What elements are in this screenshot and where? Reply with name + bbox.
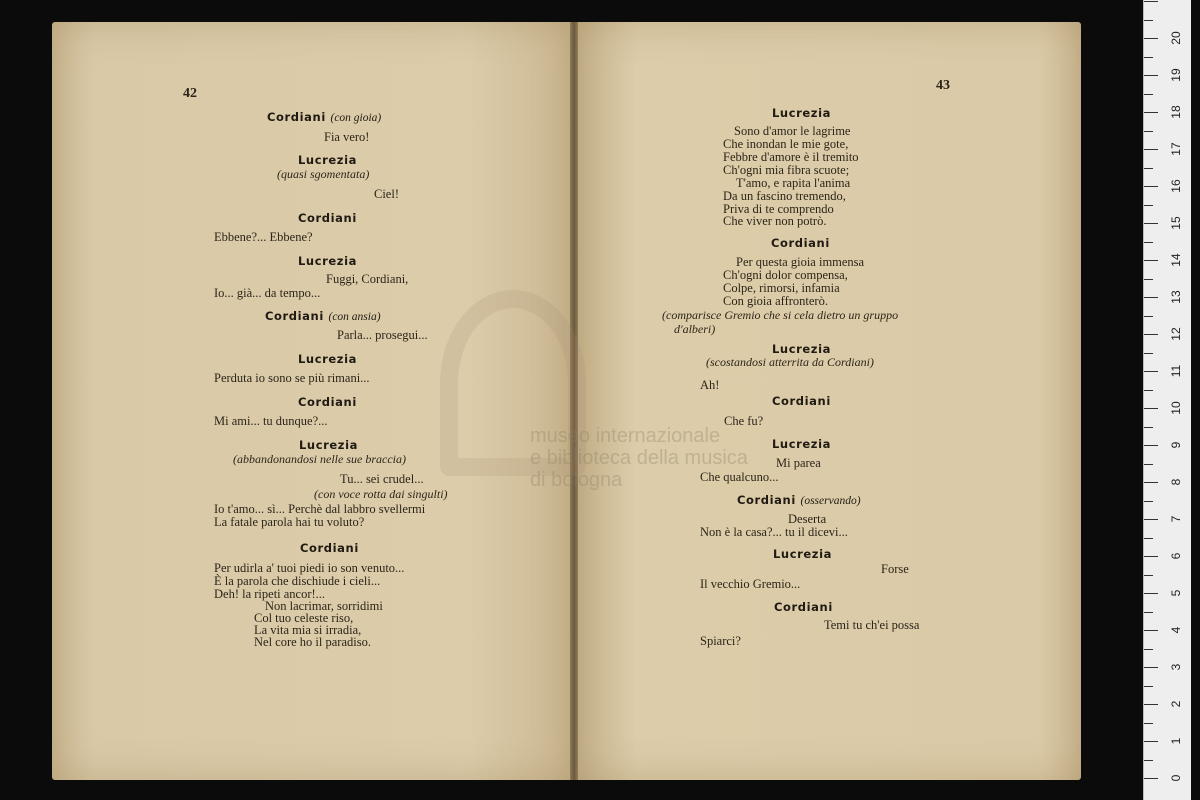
speaker-name: Cordiani (772, 394, 831, 408)
ruler-tick (1144, 760, 1153, 761)
ruler-number: 9 (1169, 441, 1183, 449)
ruler-tick (1144, 723, 1153, 724)
ruler-number: 3 (1169, 663, 1183, 671)
stage-direction: (quasi sgomentata) (277, 167, 370, 181)
verse-line: Col tuo celeste riso, (254, 611, 354, 625)
verse-line: La fatale parola hai tu voluto? (214, 515, 365, 529)
ruler-number: 15 (1169, 216, 1183, 230)
speaker-name: Cordiani (265, 309, 324, 323)
verse-line: È la parola che dischiude i cieli... (214, 574, 381, 588)
ruler-tick (1144, 612, 1153, 613)
verse-line: Il vecchio Gremio... (700, 577, 801, 591)
speaker-name: Cordiani (737, 493, 796, 507)
stage-direction: (scostandosi atterrita da Cordiani) (706, 355, 874, 369)
verse-line: Tu... sei crudel... (340, 472, 424, 486)
stage-direction: (osservando) (800, 495, 861, 507)
verse-line: Io t'amo... sì... Perchè dal labbro svellermi (214, 502, 426, 516)
ruler-tick (1144, 630, 1158, 631)
verse-line: Ch'ogni mia fibra scuote; (723, 163, 850, 177)
ruler-number: 5 (1169, 589, 1183, 597)
speaker-name: Cordiani (774, 600, 833, 614)
speaker-name: Lucrezia (772, 106, 831, 120)
speaker-name: Cordiani (300, 541, 359, 555)
ruler-tick (1144, 686, 1153, 687)
page-number-left: 42 (183, 86, 197, 101)
ruler-tick (1144, 316, 1153, 317)
ruler-tick (1144, 297, 1158, 298)
ruler-tick (1144, 649, 1153, 650)
ruler-tick (1144, 20, 1153, 21)
verse-line: Colpe, rimorsi, infamia (723, 281, 840, 295)
ruler-number: 8 (1169, 478, 1183, 486)
ruler-tick (1144, 741, 1158, 742)
verse-line: Temi tu ch'ei possa (824, 618, 920, 632)
verse-line: Priva di te comprendo (723, 202, 834, 216)
ruler-tick (1144, 186, 1158, 187)
watermark-line: museo internazionale (530, 425, 721, 447)
ruler-number: 1 (1169, 737, 1183, 745)
ruler-tick (1144, 205, 1153, 206)
ruler-number: 13 (1169, 290, 1183, 304)
verse-line: Ciel! (374, 187, 399, 201)
watermark-line: di bologna (530, 469, 623, 491)
verse-line: Fuggi, Cordiani, (326, 272, 409, 286)
speaker-name: Lucrezia (298, 153, 357, 167)
verse-line: Non lacrimar, sorridimi (265, 599, 383, 613)
speaker-heading (267, 110, 381, 124)
stage-direction: d'alberi) (674, 322, 716, 336)
ruler-number: 18 (1169, 105, 1183, 119)
speaker-heading (737, 493, 861, 507)
ruler-tick (1144, 519, 1158, 520)
ruler-tick (1144, 464, 1153, 465)
ruler-tick (1144, 501, 1153, 502)
verse-line: Febbre d'amore è il tremito (723, 150, 859, 164)
verse-line: Da un fascino tremendo, (723, 189, 846, 203)
verse-line: Non è la casa?... tu il dicevi... (700, 525, 848, 539)
ruler-tick (1144, 38, 1158, 39)
verse-line: Con gioia affronterò. (723, 294, 828, 308)
verse-line: Per questa gioia immensa (736, 255, 865, 269)
verse-line: Che qualcuno... (700, 470, 779, 484)
speaker-name: Cordiani (298, 395, 357, 409)
verse-line: Parla... prosegui... (337, 328, 428, 342)
speaker-name: Cordiani (267, 110, 326, 124)
ruler-tick (1144, 353, 1153, 354)
stage-direction: (con ansia) (328, 311, 381, 323)
verse-line: Fia vero! (324, 130, 370, 144)
verse-line: Che inondan le mie gote, (723, 137, 849, 151)
page-number-right: 43 (936, 78, 950, 93)
ruler-tick (1144, 94, 1153, 95)
ruler-tick (1144, 390, 1153, 391)
ruler-tick (1144, 556, 1158, 557)
ruler-number: 19 (1169, 68, 1183, 82)
verse-line: Sono d'amor le lagrime (734, 124, 851, 138)
ruler-tick (1144, 408, 1158, 409)
ruler-tick (1144, 112, 1158, 113)
verse-line: Mi ami... tu dunque?... (214, 414, 328, 428)
ruler-tick (1144, 427, 1153, 428)
verse-line: Deserta (788, 512, 827, 526)
speaker-name: Lucrezia (772, 342, 831, 356)
ruler-number: 11 (1169, 364, 1183, 378)
ruler-tick (1144, 1, 1158, 2)
verse-line: Che viver non potrò. (723, 214, 827, 228)
verse-line: Per udirla a' tuoi piedi io son venuto... (214, 561, 405, 575)
verse-line: Che fu? (724, 414, 764, 428)
stage-direction: (con voce rotta dai singulti) (314, 487, 448, 501)
ruler-number: 16 (1169, 179, 1183, 193)
verse-line: La vita mia si irradia, (254, 623, 362, 637)
verse-line: Forse (881, 562, 909, 576)
speaker-name: Lucrezia (299, 438, 358, 452)
ruler-number: 12 (1169, 327, 1183, 341)
ruler-tick (1144, 445, 1158, 446)
speaker-name: Cordiani (298, 211, 357, 225)
ruler-tick (1144, 279, 1153, 280)
ruler-tick (1144, 260, 1158, 261)
ruler-number: 4 (1169, 626, 1183, 634)
verse-line: Io... già... da tempo... (214, 286, 321, 300)
stage-direction: (abbandonandosi nelle sue braccia) (233, 452, 406, 466)
ruler-tick (1144, 778, 1158, 779)
speaker-name: Lucrezia (772, 437, 831, 451)
ruler-number: 10 (1169, 401, 1183, 415)
ruler-tick (1144, 223, 1158, 224)
ruler-tick (1144, 538, 1153, 539)
verse-line: Spiarci? (700, 634, 741, 648)
speaker-name: Lucrezia (298, 254, 357, 268)
ruler-tick (1144, 667, 1158, 668)
ruler-number: 20 (1169, 31, 1183, 45)
verse-line: T'amo, e rapita l'anima (736, 176, 851, 190)
ruler-number: 2 (1169, 700, 1183, 708)
ruler-tick (1144, 242, 1153, 243)
speaker-name: Lucrezia (298, 352, 357, 366)
ruler-tick (1144, 334, 1158, 335)
verse-line: Ah! (700, 378, 720, 392)
ruler-tick (1144, 575, 1153, 576)
ruler-tick (1144, 57, 1153, 58)
verse-line: Ch'ogni dolor compensa, (723, 268, 848, 282)
ruler-tick (1144, 593, 1158, 594)
speaker-name: Cordiani (771, 236, 830, 250)
stage-direction: (con gioia) (330, 112, 382, 124)
ruler-tick (1144, 704, 1158, 705)
ruler-number: 14 (1169, 253, 1183, 267)
verse-line: Deh! la ripeti ancor!... (214, 587, 326, 601)
ruler-tick (1144, 75, 1158, 76)
ruler-number: 17 (1169, 142, 1183, 156)
ruler-tick (1144, 482, 1158, 483)
ruler-tick (1144, 168, 1153, 169)
verse-line: Nel core ho il paradiso. (254, 635, 371, 649)
ruler-number: 6 (1169, 552, 1183, 560)
ruler-tick (1144, 131, 1153, 132)
verse-line: Perduta io sono se più rimani... (214, 371, 370, 385)
ruler-tick (1144, 371, 1158, 372)
verse-line: Mi parea (776, 456, 821, 470)
ruler-tick (1144, 149, 1158, 150)
speaker-heading (265, 309, 381, 323)
speaker-name: Lucrezia (773, 547, 832, 561)
verse-line: Ebbene?... Ebbene? (214, 230, 313, 244)
ruler-number: 0 (1169, 774, 1183, 782)
measuring-ruler (1143, 0, 1191, 800)
watermark-line: e biblioteca della musica (530, 447, 748, 469)
ruler-number: 7 (1169, 515, 1183, 523)
stage-direction: (comparisce Gremio che si cela dietro un gruppo (662, 308, 899, 322)
